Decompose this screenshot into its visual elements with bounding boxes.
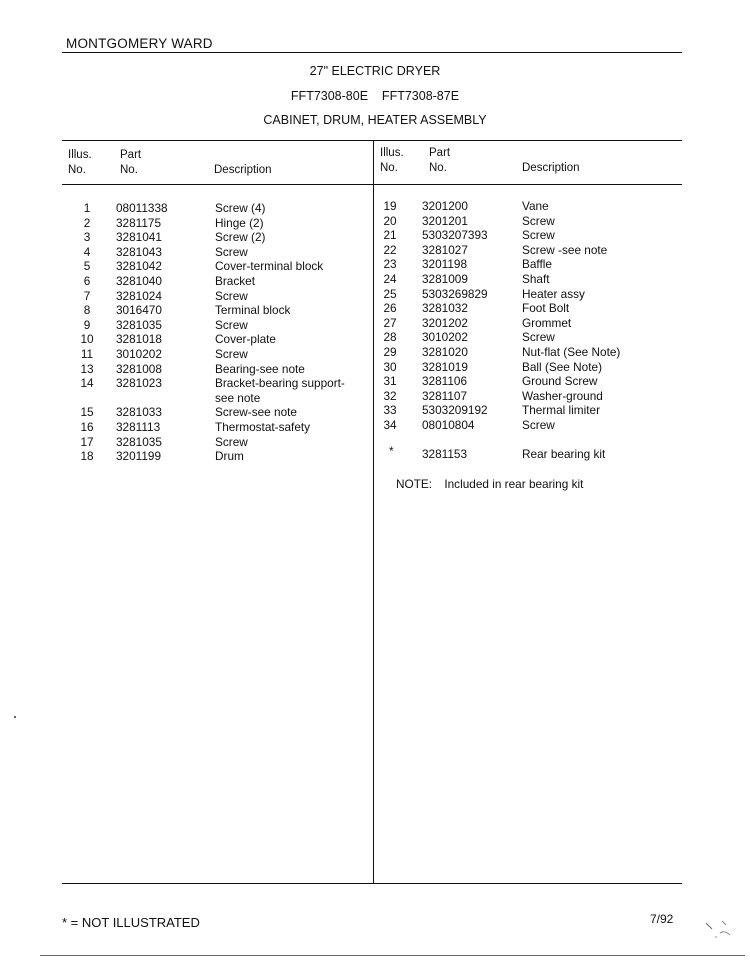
- model-numbers: FFT7308-80E FFT7308-87E: [290, 89, 460, 103]
- illus-number: 23: [383, 257, 397, 272]
- illus-number: 20: [383, 213, 397, 228]
- header-part-right: Part No.: [429, 147, 451, 174]
- scan-mark-icon: [700, 913, 740, 943]
- part-number: 3281035: [116, 317, 162, 332]
- table-row: [0, 257, 750, 272]
- part-description: Thermal limiter: [522, 403, 600, 418]
- part-description: Screw: [215, 288, 248, 303]
- part-description: Cover-plate: [215, 332, 276, 347]
- illus-number: 3: [83, 230, 91, 245]
- table-row: [0, 228, 750, 243]
- part-number: 5303207393: [422, 228, 488, 243]
- part-description: Foot Bolt: [522, 301, 570, 316]
- table-row: [0, 403, 750, 418]
- table-row: [0, 418, 750, 433]
- part-number: 3281008: [116, 361, 162, 376]
- part-number: 08011338: [116, 201, 168, 215]
- part-description: Screw: [522, 418, 555, 432]
- part-number: 3281032: [422, 301, 468, 316]
- part-description: Screw: [215, 317, 248, 332]
- illus-number: 21: [383, 228, 397, 243]
- illus-number: 16: [80, 420, 94, 434]
- part-description: Heater assy: [522, 286, 585, 301]
- part-description: Washer-ground: [522, 388, 603, 403]
- part-number: 3201199: [116, 449, 162, 464]
- table-row: [0, 389, 750, 404]
- scan-speck: [14, 716, 16, 718]
- illus-number: 22: [383, 242, 397, 257]
- top-rule: [62, 52, 682, 53]
- part-number: 3201201: [422, 213, 468, 228]
- header-description-right: Description: [522, 162, 580, 174]
- part-number: 3281040: [116, 274, 162, 288]
- kit-description: Rear bearing kit: [522, 447, 606, 461]
- part-description: Screw: [522, 330, 555, 345]
- part-number: 3281107: [422, 388, 468, 403]
- part-description: Screw (2): [215, 230, 266, 245]
- part-description: Screw-see note: [215, 405, 297, 420]
- part-description: Drum: [215, 449, 244, 464]
- part-description: Nut-flat (See Note): [522, 345, 621, 359]
- part-description: Screw: [522, 228, 555, 243]
- table-row: [0, 199, 750, 214]
- part-number: 3281042: [116, 259, 162, 274]
- part-description: Bearing-see note: [215, 361, 305, 376]
- illus-number: 29: [383, 345, 397, 359]
- part-number: 3010202: [422, 330, 468, 345]
- table-row: [0, 287, 750, 302]
- kit-illus: *: [389, 444, 394, 458]
- part-description: Vane: [522, 199, 549, 213]
- part-number: 3281020: [422, 345, 468, 359]
- part-number: 3201200: [422, 199, 468, 213]
- part-description: Ball (See Note): [522, 359, 602, 374]
- illus-number: 24: [383, 272, 397, 286]
- header-illus-left: Illus. No.: [68, 149, 92, 176]
- illus-number: 2: [83, 215, 91, 230]
- illus-number: 6: [83, 274, 91, 288]
- illus-number: 32: [383, 388, 397, 403]
- illus-number: 5: [83, 259, 91, 274]
- table-row: [0, 316, 750, 331]
- table-bottom-rule: [62, 883, 682, 884]
- revision-date: 7/92: [650, 912, 674, 926]
- kit-row: [0, 444, 750, 462]
- illus-number: 4: [83, 244, 91, 259]
- brand-name: MONTGOMERY WARD: [66, 36, 213, 51]
- illus-number: 14: [80, 376, 94, 391]
- header-part-left: Part No.: [120, 149, 142, 176]
- table-row: [0, 214, 750, 229]
- part-number: 3281027: [422, 242, 468, 257]
- illus-number: 1: [83, 201, 91, 215]
- part-description: Cover-terminal block: [215, 259, 324, 274]
- part-description: Bracket-bearing support-: [215, 376, 345, 391]
- part-number: 3281113: [116, 420, 161, 434]
- part-number: 3281175: [116, 215, 162, 230]
- table-header-rule: [62, 184, 682, 185]
- part-description: Shaft: [522, 272, 550, 286]
- table-top-rule: [62, 140, 682, 141]
- not-illustrated-legend: * = NOT ILLUSTRATED: [62, 915, 200, 930]
- illus-number: 13: [80, 361, 94, 376]
- part-number: 3281035: [116, 434, 162, 449]
- part-number: 3281019: [422, 359, 468, 374]
- table-row: [0, 272, 750, 287]
- header-description-left: Description: [214, 164, 272, 176]
- table-row: [0, 345, 750, 360]
- part-number: 3281106: [422, 374, 468, 389]
- illus-number: 18: [80, 449, 94, 464]
- illus-number: 8: [83, 303, 91, 318]
- illus-number: 17: [80, 434, 94, 449]
- part-number: 08010804: [422, 418, 475, 432]
- note-label: NOTE:: [396, 477, 433, 491]
- part-number: 3281018: [116, 332, 162, 347]
- table-row: [0, 330, 750, 345]
- part-description: Thermostat-safety: [215, 420, 311, 434]
- illus-number: 9: [83, 317, 91, 332]
- table-row: [0, 301, 750, 316]
- part-description: Screw: [215, 347, 248, 361]
- illus-number: 11: [80, 347, 94, 361]
- part-description: Screw: [522, 213, 555, 228]
- part-description: Hinge (2): [215, 215, 264, 230]
- kit-part: 3281153: [422, 447, 468, 461]
- part-description: Baffle: [522, 257, 552, 272]
- part-description: Ground Screw: [522, 374, 598, 389]
- illus-number: 10: [80, 332, 94, 347]
- part-number: 3281043: [116, 244, 162, 259]
- part-number: 3281023: [116, 376, 162, 391]
- part-description: Screw: [215, 244, 248, 259]
- part-number: 3010202: [116, 347, 162, 361]
- illus-number: 28: [383, 330, 397, 345]
- part-number: 5303269829: [422, 286, 488, 301]
- illus-number: 26: [383, 301, 397, 316]
- part-number: 3281033: [116, 405, 162, 420]
- illus-number: 15: [80, 405, 94, 420]
- part-number: 3281041: [116, 230, 162, 245]
- part-number: 3281024: [116, 288, 162, 303]
- document-title: 27" ELECTRIC DRYER: [309, 64, 441, 78]
- illus-number: 7: [83, 288, 91, 303]
- part-description: Screw -see note: [522, 242, 608, 257]
- note: [396, 477, 583, 491]
- part-description: Terminal block: [215, 303, 291, 318]
- header-illus-right: Illus. No.: [380, 147, 404, 174]
- part-number: 3201198: [422, 257, 468, 272]
- part-number: 3201202: [422, 315, 468, 330]
- illus-number: 19: [383, 199, 397, 213]
- section-title: CABINET, DRUM, HEATER ASSEMBLY: [263, 113, 487, 127]
- part-description-continued: see note: [215, 390, 261, 405]
- illus-number: 33: [383, 403, 397, 418]
- part-description: Grommet: [522, 315, 572, 330]
- illus-number: 31: [383, 374, 397, 389]
- table-row: [0, 243, 750, 258]
- illus-number: 27: [383, 315, 397, 330]
- part-description: Bracket: [215, 274, 255, 288]
- note-text: Included in rear bearing kit: [444, 477, 584, 491]
- part-description: Screw (4): [215, 201, 266, 215]
- part-number: 5303209192: [422, 403, 488, 418]
- part-number: 3281009: [422, 272, 468, 286]
- illus-number: 25: [383, 286, 397, 301]
- table-row: [0, 374, 750, 389]
- part-number: 3016470: [116, 303, 162, 318]
- illus-number: 30: [383, 359, 397, 374]
- table-row: [0, 360, 750, 375]
- part-description: Screw: [215, 434, 248, 449]
- illus-number: 34: [383, 418, 397, 432]
- page-bottom-rule: [40, 955, 745, 956]
